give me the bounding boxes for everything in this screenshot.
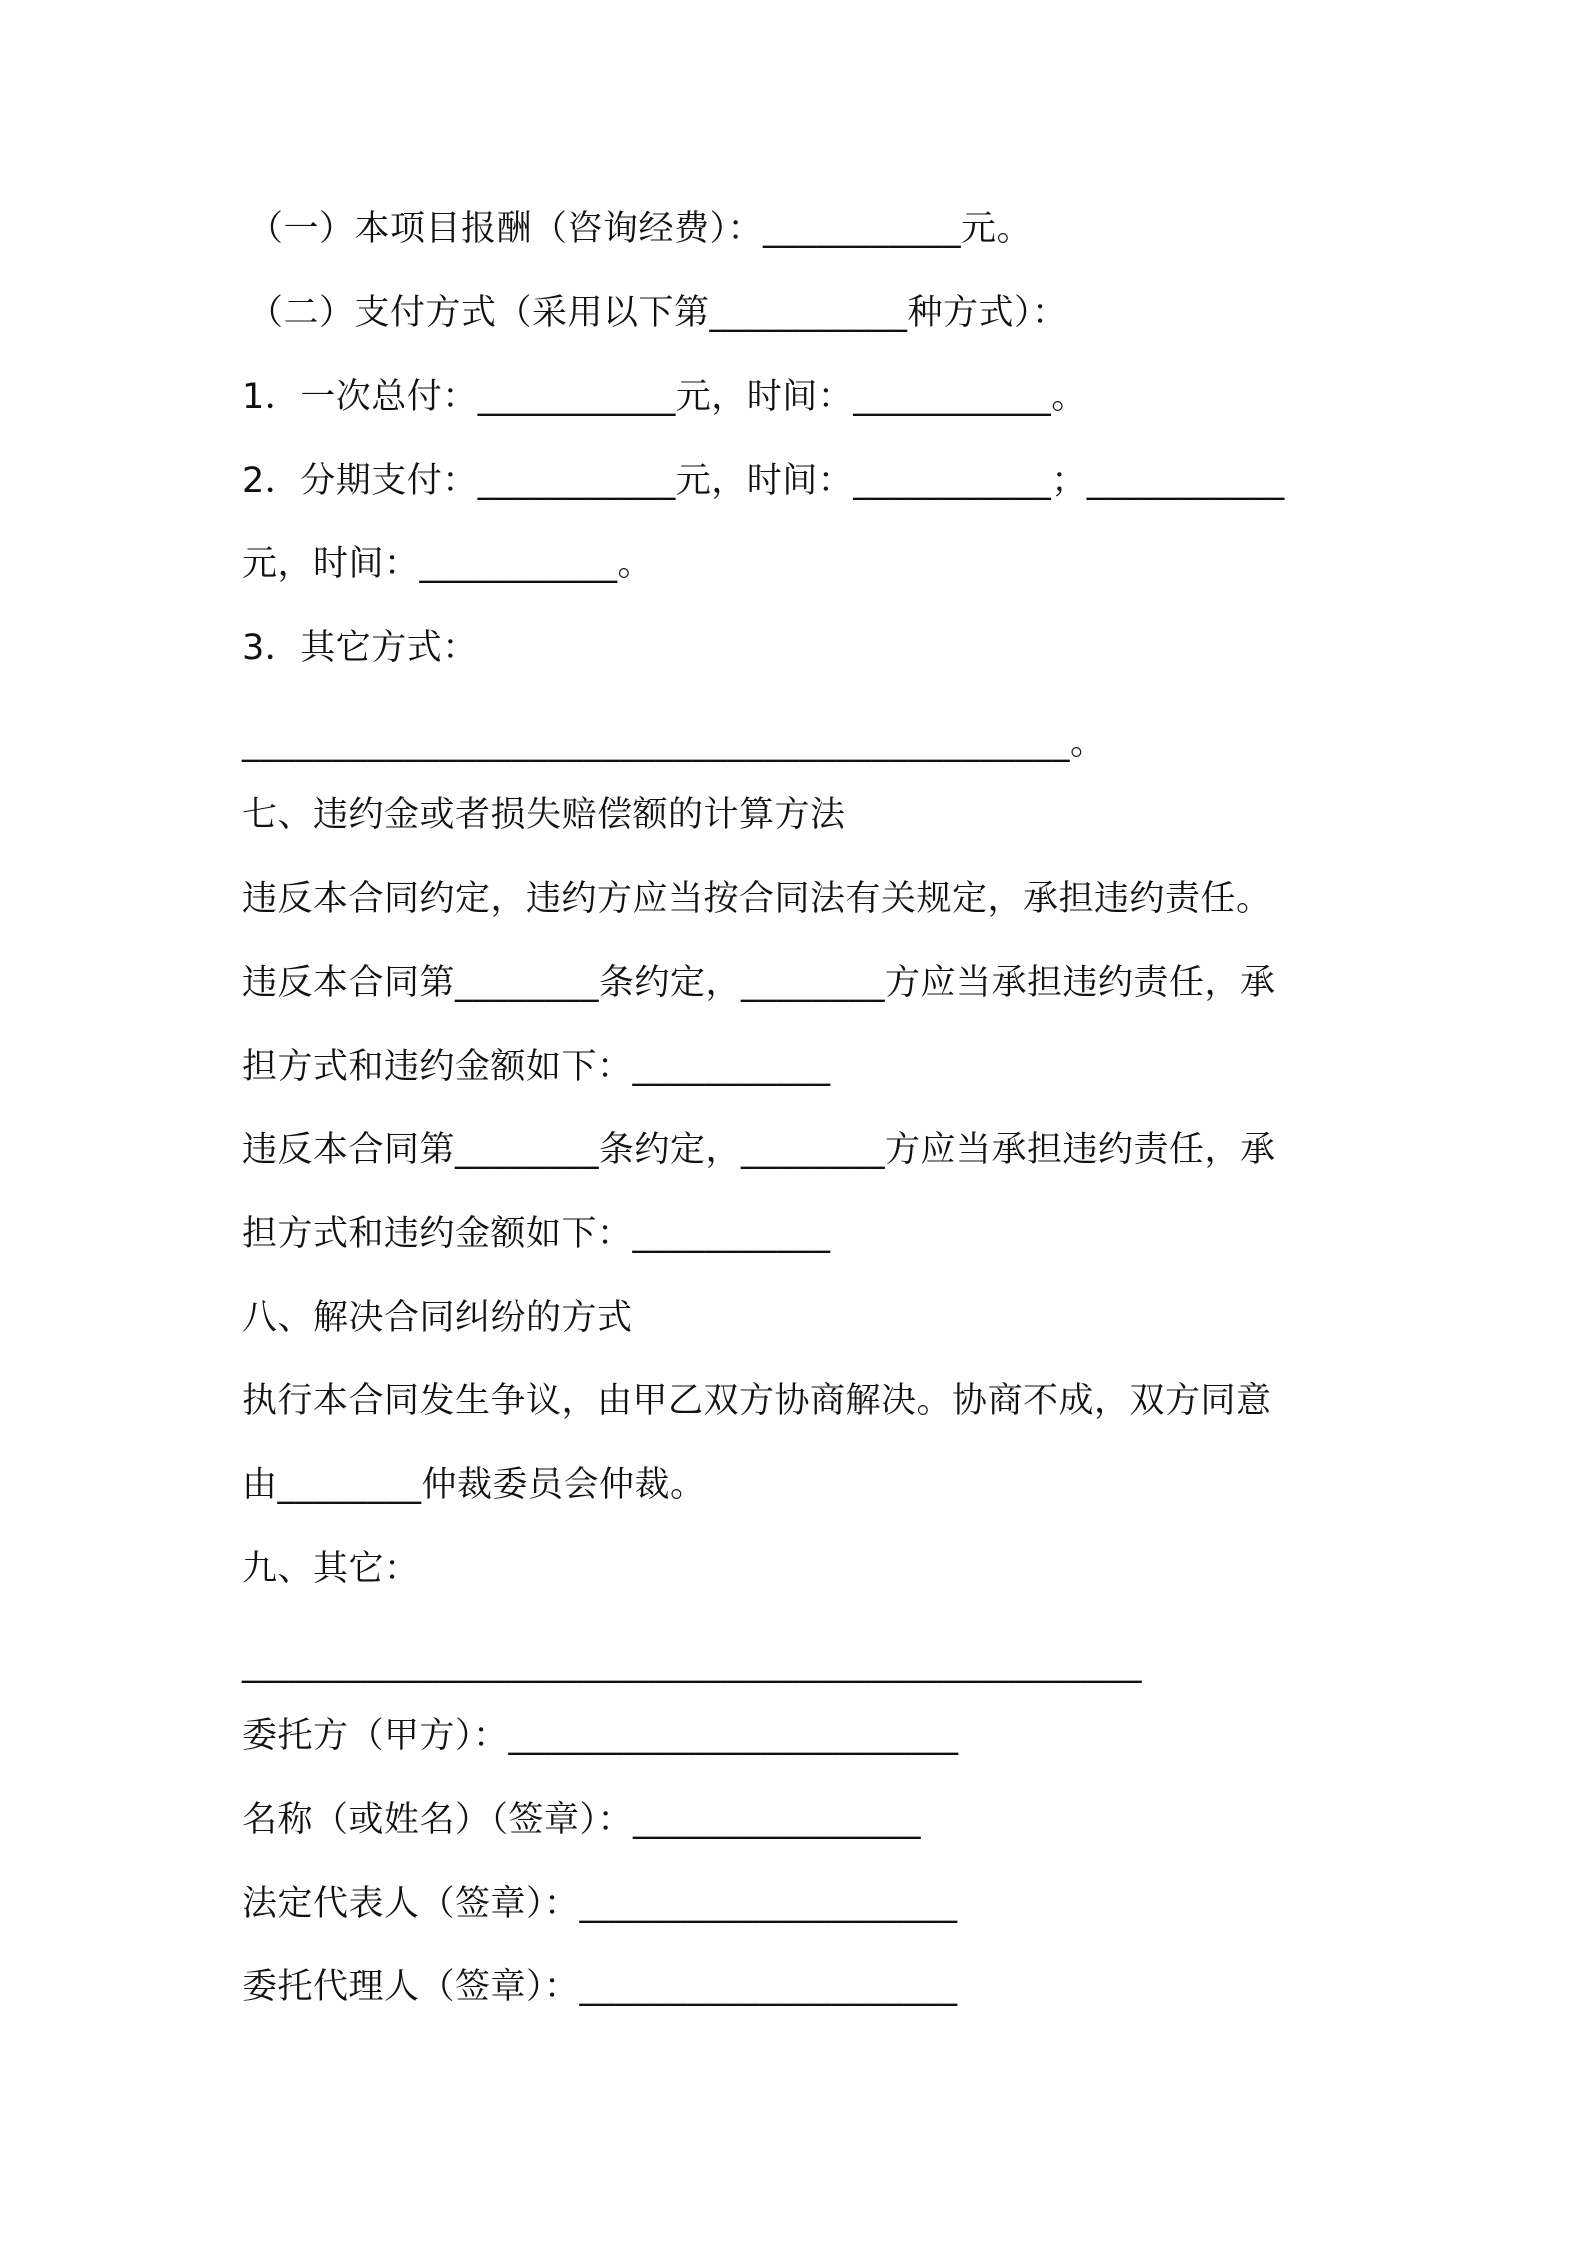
section-9-heading: 九、其它： [242, 1549, 420, 1589]
section-7-heading: 七、违约金或者损失赔偿额的计算方法 [242, 795, 846, 835]
client-agent-line: 委托代理人（签章）：_____________________ [242, 1967, 958, 2007]
section-8-paragraph-1: 执行本合同发生争议，由甲乙双方协商解决。协商不成，双方同意 [242, 1381, 1272, 1421]
payment-installment-line: 2．分期支付：___________元，时间：___________；___________ [242, 461, 1285, 501]
section-7-paragraph-3: 违反本合同第________条约定，________方应当承担违约责任，承 [242, 1130, 1276, 1170]
client-legal-rep-line: 法定代表人（签章）：_____________________ [242, 1884, 958, 1924]
section-7-paragraph-2-cont: 担方式和违约金额如下：___________ [242, 1047, 831, 1087]
section-7-paragraph-2: 违反本合同第________条约定，________方应当承担违约责任，承 [242, 963, 1276, 1003]
client-name-line: 名称（或姓名）（签章）：________________ [242, 1800, 922, 1840]
section-8-paragraph-1-cont: 由________仲裁委员会仲裁。 [242, 1465, 706, 1505]
payment-other-line: 3．其它方式： [242, 628, 478, 668]
section-7-paragraph-3-cont: 担方式和违约金额如下：___________ [242, 1214, 831, 1254]
payment-lump-sum-line: 1．一次总付：___________元，时间：___________。 [242, 377, 1087, 417]
payment-other-blank-line: ______________________________________________。 [242, 723, 1106, 763]
payment-method-line: （二）支付方式（采用以下第___________种方式）： [248, 293, 1068, 333]
fee-amount-line: （一）本项目报酬（咨询经费）：___________元。 [248, 209, 1033, 249]
payment-installment-cont-line: 元，时间：___________。 [242, 544, 654, 584]
client-party-line: 委托方（甲方）：_________________________ [242, 1716, 959, 1756]
section-8-heading: 八、解决合同纠纷的方式 [242, 1298, 633, 1338]
section-9-blank-line: __________________________________________________ [242, 1644, 1142, 1684]
section-7-paragraph-1: 违反本合同约定，违约方应当按合同法有关规定，承担违约责任。 [242, 879, 1272, 919]
